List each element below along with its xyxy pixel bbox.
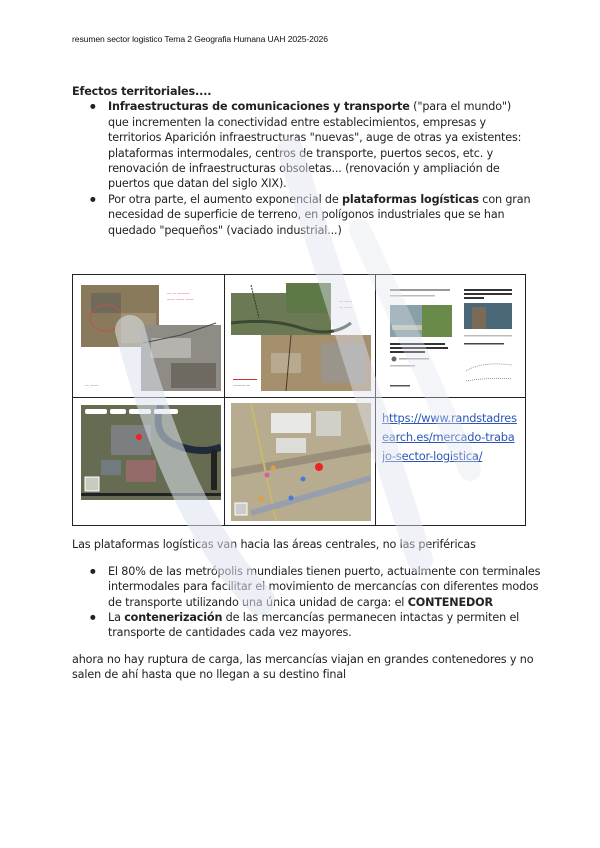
aerial-map-image-2 (231, 283, 371, 393)
satellite-map-city-image (81, 405, 221, 500)
table-divider (73, 397, 525, 398)
paragraph: Las plataformas logísticas van hacia las áreas centrales, no las periféricas (72, 538, 476, 552)
satellite-map-industrial-image (231, 403, 371, 521)
bullet-text: ("para el mundo") que incrementen la conectividad entre establecimientos, empresas y territorios Aparición infraestructuras "nuevas", auge de otras ya existentes: plataformas intermodales, centros de transporte, puertos secos, etc. y renovación de infraestructuras obsoletas... (renovación y ampliación de puertos que datan del siglo XIX). (108, 100, 522, 191)
bullet-text-pre: Por otra parte, el aumento exponencial de (108, 192, 343, 206)
bold-term: Infraestructuras de comunicaciones y transporte (108, 100, 410, 114)
link-cell (382, 407, 517, 517)
bold-term: CONTENEDOR (407, 595, 493, 609)
bullet-item (72, 192, 532, 238)
svg-text:——— —: ——— — (233, 383, 251, 388)
section-heading: Efectos territoriales.... (72, 85, 212, 98)
svg-text:— ——: — —— (339, 299, 353, 304)
bold-term: plataformas logísticas (342, 192, 479, 206)
table-divider (375, 275, 376, 525)
randstad-research-link[interactable]: https://www.randstadresearch.es/mercado-trabajo-sector-logistica/ (382, 411, 517, 463)
bullet-text: con gran necesidad de superficie de terreno, en polígonos industriales que se han quedado "pequeños" (vaciado industrial...) (108, 192, 531, 237)
bullet-item (72, 99, 532, 191)
bold-term: contenerización (124, 611, 223, 624)
svg-text:— ——: — —— (339, 305, 353, 310)
section-efectos (72, 84, 532, 238)
svg-text:—— —— ——: —— —— —— (167, 297, 194, 302)
page-header: resumen sector logistico Tema 2 Geografia Humana UAH 2025-2026 (72, 34, 328, 44)
website-screenshot-image (382, 281, 522, 393)
image-table (72, 274, 526, 526)
table-divider (224, 275, 225, 525)
bullet-list (72, 564, 542, 641)
svg-text:— — ———: — — ——— (167, 291, 190, 296)
bullet-item (72, 564, 542, 610)
bullet-text-pre: La (108, 611, 125, 624)
closing-paragraph: ahora no hay ruptura de carga, las mercancías viajan en grandes contenedores y no salen de ahí hasta que no llegan a su destino final (72, 653, 534, 682)
bullet-item (72, 610, 542, 641)
aerial-map-image-1 (81, 283, 221, 393)
svg-text:— ——: — —— (85, 383, 99, 388)
section-after-table (72, 526, 542, 694)
bullet-text: de las mercancías permanecen intactas y permiten el transporte de cantidades cada vez mayores. (108, 611, 520, 640)
bullet-list (72, 99, 532, 238)
bullet-text: El 80% de las metrópolis mundiales tienen puerto, actualmente con terminales intermodales para facilitar el movimiento de mercancías con diferentes modos de transporte utilizando una única unidad de carga: el (108, 564, 541, 609)
